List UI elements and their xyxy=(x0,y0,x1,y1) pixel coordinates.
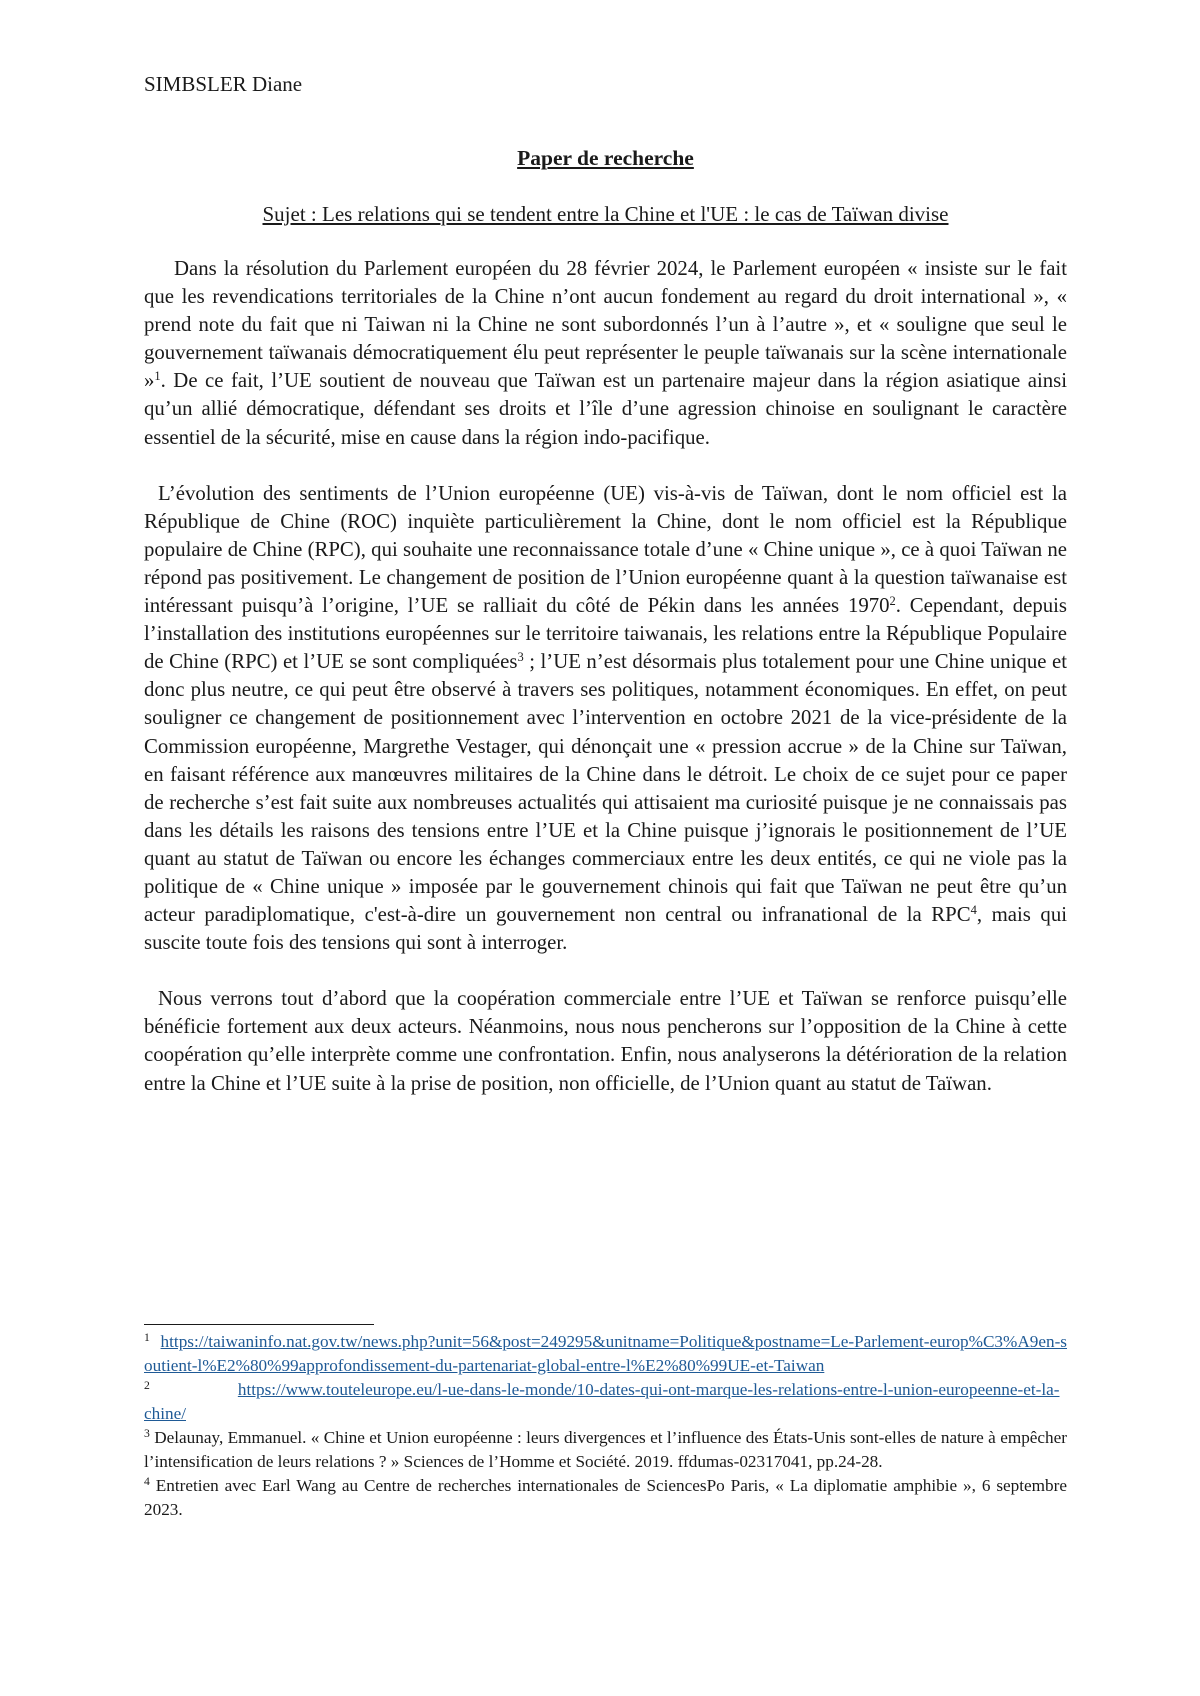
footnote-number: 2 xyxy=(144,1379,150,1393)
footnotes xyxy=(144,1330,1067,1522)
footnote-text: Entretien avec Earl Wang au Centre de recherches internationales de SciencesPo Paris, « La diplomatie amphibie », 6 septembre 2023. xyxy=(144,1476,1067,1519)
author-name: SIMBSLER Diane xyxy=(144,72,303,96)
paragraph-context xyxy=(144,480,1067,958)
paragraph-text: L’évolution des sentiments de l’Union européenne (UE) vis-à-vis de Taïwan, dont le nom officiel est la République de Chine (ROC) inquiète particulièrement la Chine, dont le nom officiel est la République populaire de Chine (RPC), qui souhaite une reconnaissance totale d’une « Chine unique », ce à quoi Taïwan ne répond pas positivement. Le changement de position de l’Union européenne quant à la question taïwanaise est intéressant puisqu’à l’origine, l’UE se ralliait du côté de Pékin dans les années 1970 xyxy=(144,481,1067,618)
document-title: Paper de recherche xyxy=(517,146,694,170)
footnote-reference[interactable]: 3 xyxy=(517,650,524,665)
footnote-separator xyxy=(144,1324,374,1325)
footnote-reference[interactable]: 4 xyxy=(970,903,977,918)
footnote-number: 1 xyxy=(144,1331,150,1345)
footnote-link[interactable]: https://taiwaninfo.nat.gov.tw/news.php?unit=56&post=249295&unitname=Politique&postname=Le-Parlement-europ%C3%A9en-soutient-l%E2%80%99approfondissement-du-partenariat-global-entre-l%E2%80%99UE-et-Taiwan xyxy=(144,1332,1067,1375)
footnote-3 xyxy=(144,1426,1067,1474)
paragraph-outline: Nous verrons tout d’abord que la coopération commerciale entre l’UE et Taïwan se renforce puisqu’elle bénéficie fortement aux deux acteurs. Néanmoins, nous nous pencherons sur l’opposition de la Chine à cette coopération qu’elle interprète comme une confrontation. Enfin, nous analyserons la détérioration de la relation entre la Chine et l’UE suite à la prise de position, non officielle, de l’Union quant au statut de Taïwan. xyxy=(144,987,1067,1095)
footnote-reference[interactable]: 2 xyxy=(889,594,896,609)
paragraph-text: ; l’UE n’est désormais plus totalement pour une Chine unique et donc plus neutre, ce qui peut être observé à travers ses politiques, notamment économiques. En effet, on peut souligner ce changement de positionnement avec l’intervention en octobre 2021 de la vice-présidente de la Commission européenne, Margrethe Vestager, qui dénonçait une « pression accrue » de la Chine sur Taïwan, en faisant référence aux manœuvres militaires de la Chine dans le détroit. Le choix de ce sujet pour ce paper de recherche s’est fait suite aux nombreuses actualités qui attisaient ma curiosité puisque je ne connaissais pas dans les détails les raisons des tensions entre l’UE et la Chine puisque j’ignorais le positionnement de l’UE quant au statut de Taïwan ou encore les échanges commerciaux entre les deux entités, ce qui ne viole pas la politique de « Chine unique » imposée par le gouvernement chinois qui fait que Taïwan ne peut être qu’un acteur paradiplomatique, c'est-à-dire un gouvernement non central ou infranational de la RPC xyxy=(144,650,1068,927)
paragraph-introduction xyxy=(144,255,1067,452)
paragraph-text: . Cependant, depuis l’installation des institutions européennes sur le territoire taiwanais, les relations entre la République Populaire de Chine (RPC) et l’UE se sont compliquées xyxy=(144,594,1067,674)
footnote-2 xyxy=(144,1378,1067,1426)
footnote-4 xyxy=(144,1474,1067,1522)
footnote-1 xyxy=(144,1330,1067,1378)
paragraph-text: Dans la résolution du Parlement européen du 28 février 2024, le Parlement européen « insiste sur le fait que les revendications territoriales de la Chine n’ont aucun fondement au regard du droit international », « prend note du fait que ni Taiwan ni la Chine ne sont subordonnés l’un à l’autre », et « souligne que seul le gouvernement taïwanais démocratiquement élu peut représenter le peuple taïwanais sur la scène internationale » xyxy=(144,257,1067,393)
footnote-text: Delaunay, Emmanuel. « Chine et Union européenne : leurs divergences et l’influence des États-Unis sont-elles de nature à empêcher l’intensification de leurs relations ? » Sciences de l’Homme et Société. 2019. ffdumas-02317041, pp.24-28. xyxy=(144,1428,1067,1471)
footnote-link[interactable]: https://www.touteleurope.eu/l-ue-dans-le-monde/10-dates-qui-ont-marque-les-relations-entre-l-union-europeenne-et-la-chine/ xyxy=(144,1380,1060,1423)
footnote-reference[interactable]: 1 xyxy=(154,369,161,384)
paragraph-text: . De ce fait, l’UE soutient de nouveau que Taïwan est un partenaire majeur dans la région asiatique ainsi qu’un allié démocratique, défendant ses droits et l’île d’une agression chinoise en soulignant le caractère essentiel de la sécurité, mise en cause dans la région indo-pacifique. xyxy=(144,369,1067,449)
document-subject: Sujet : Les relations qui se tendent entre la Chine et l'UE : le cas de Taïwan divise xyxy=(262,202,949,226)
footnote-number: 3 xyxy=(144,1427,150,1441)
body-text xyxy=(144,255,1067,1098)
document-page xyxy=(144,0,1067,1696)
footnote-number: 4 xyxy=(144,1475,150,1489)
paragraph-text: , mais qui suscite toute fois des tensions qui sont à interroger. xyxy=(144,903,1067,955)
